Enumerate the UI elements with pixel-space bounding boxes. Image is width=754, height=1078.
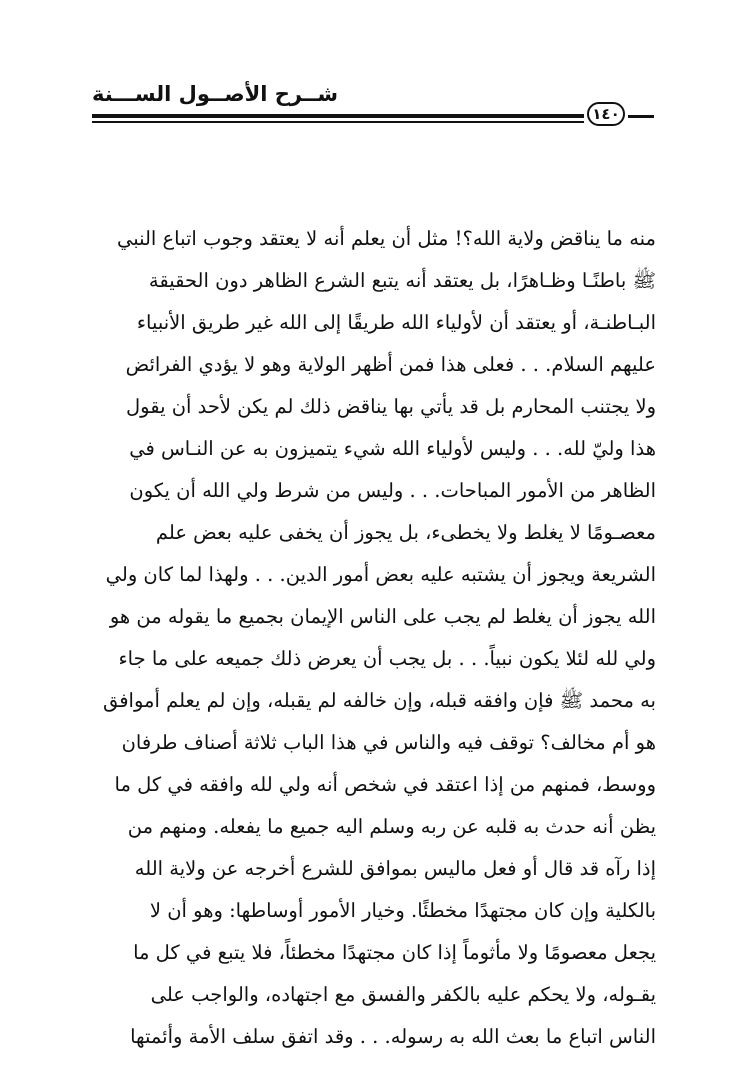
- text-line: معصـومًا لا يغلط ولا يخطىء، بل يجوز أن يخفى عليه بعض علم: [155, 521, 656, 544]
- text-line: ﷺ باطنًـا وظـاهرًا، بل يعتقد أنه يتبع الشرع الظاهر دون الحقيقة: [148, 269, 656, 292]
- text-line: إذا رآه قد قال أو فعل ماليس بموافق للشرع أخرجه عن ولاية الله: [134, 857, 656, 880]
- text-line: هذا وليّ لله. . . وليس لأولياء الله شيء يتميزون به عن النـاس في: [129, 437, 656, 460]
- text-line: الظاهر من الأمور المباحات. . . وليس من شرط ولي الله أن يكون: [129, 479, 656, 502]
- text-line: هو أم مخالف؟ توقف فيه والناس في هذا الباب ثلاثة أصناف طرفان: [121, 731, 656, 754]
- text-line: ووسط، فمنهم من إذا اعتقد في شخص أنه ولي لله وافقه في كل ما: [114, 773, 656, 796]
- text-line: البـاطنـة، أو يعتقد أن لأولياء الله طريقًا إلى الله غير طريق الأنبياء: [136, 311, 656, 334]
- header-rule-tail: [628, 115, 654, 118]
- text-line: الله يجوز أن يغلط لم يجب على الناس الإيمان بجميع ما يقوله من هو: [109, 605, 656, 628]
- running-title: شــرح الأصــول الســـنة: [92, 82, 338, 106]
- text-line: ولا يجتنب المحارم بل قد يأتي بها يناقض ذلك لم يكن لأحد أن يقول: [125, 395, 656, 418]
- header-rule-thin: [92, 121, 584, 123]
- header-rule-thick: [92, 114, 584, 118]
- page-number: ١٤٠: [587, 102, 625, 126]
- text-line: يقـوله، ولا يحكم عليه بالكفر والفسق مع اجتهاده، والواجب على: [150, 983, 656, 1006]
- text-line: يظن أنه حدث به قلبه عن ربه وسلم اليه جميع ما يفعله. ومنهم من: [127, 815, 656, 838]
- text-line: الشريعة ويجوز أن يشتبه عليه بعض أمور الدين. . . ولهذا لما كان ولي: [105, 563, 656, 586]
- text-line: ولي لله لئلا يكون نبياً. . . بل يجب أن يعرض ذلك جميعه على ما جاء: [118, 647, 656, 670]
- body-text: [96, 218, 656, 1058]
- text-line: به محمد ﷺ فإن وافقه قبله، وإن خالفه لم يقبله، وإن لم يعلم أموافق: [102, 689, 656, 712]
- text-line: الناس اتباع ما بعث الله به رسوله. . . وقد اتفق سلف الأمة وأئمتها: [130, 1025, 656, 1048]
- text-line: عليهم السلام. . . فعلى هذا فمن أظهر الولاية وهو لا يؤدي الفرائض: [125, 353, 656, 376]
- text-line: منه ما يناقض ولاية الله؟! مثل أن يعلم أنه لا يعتقد وجوب اتباع النبي: [116, 227, 656, 250]
- text-line: يجعل معصومًا ولا مأثوماً إذا كان مجتهدًا مخطئاً، فلا يتبع في كل ما: [133, 941, 656, 964]
- text-line: بالكلية وإن كان مجتهدًا مخطئًا. وخيار الأمور أوساطها: وهو أن لا: [149, 899, 656, 922]
